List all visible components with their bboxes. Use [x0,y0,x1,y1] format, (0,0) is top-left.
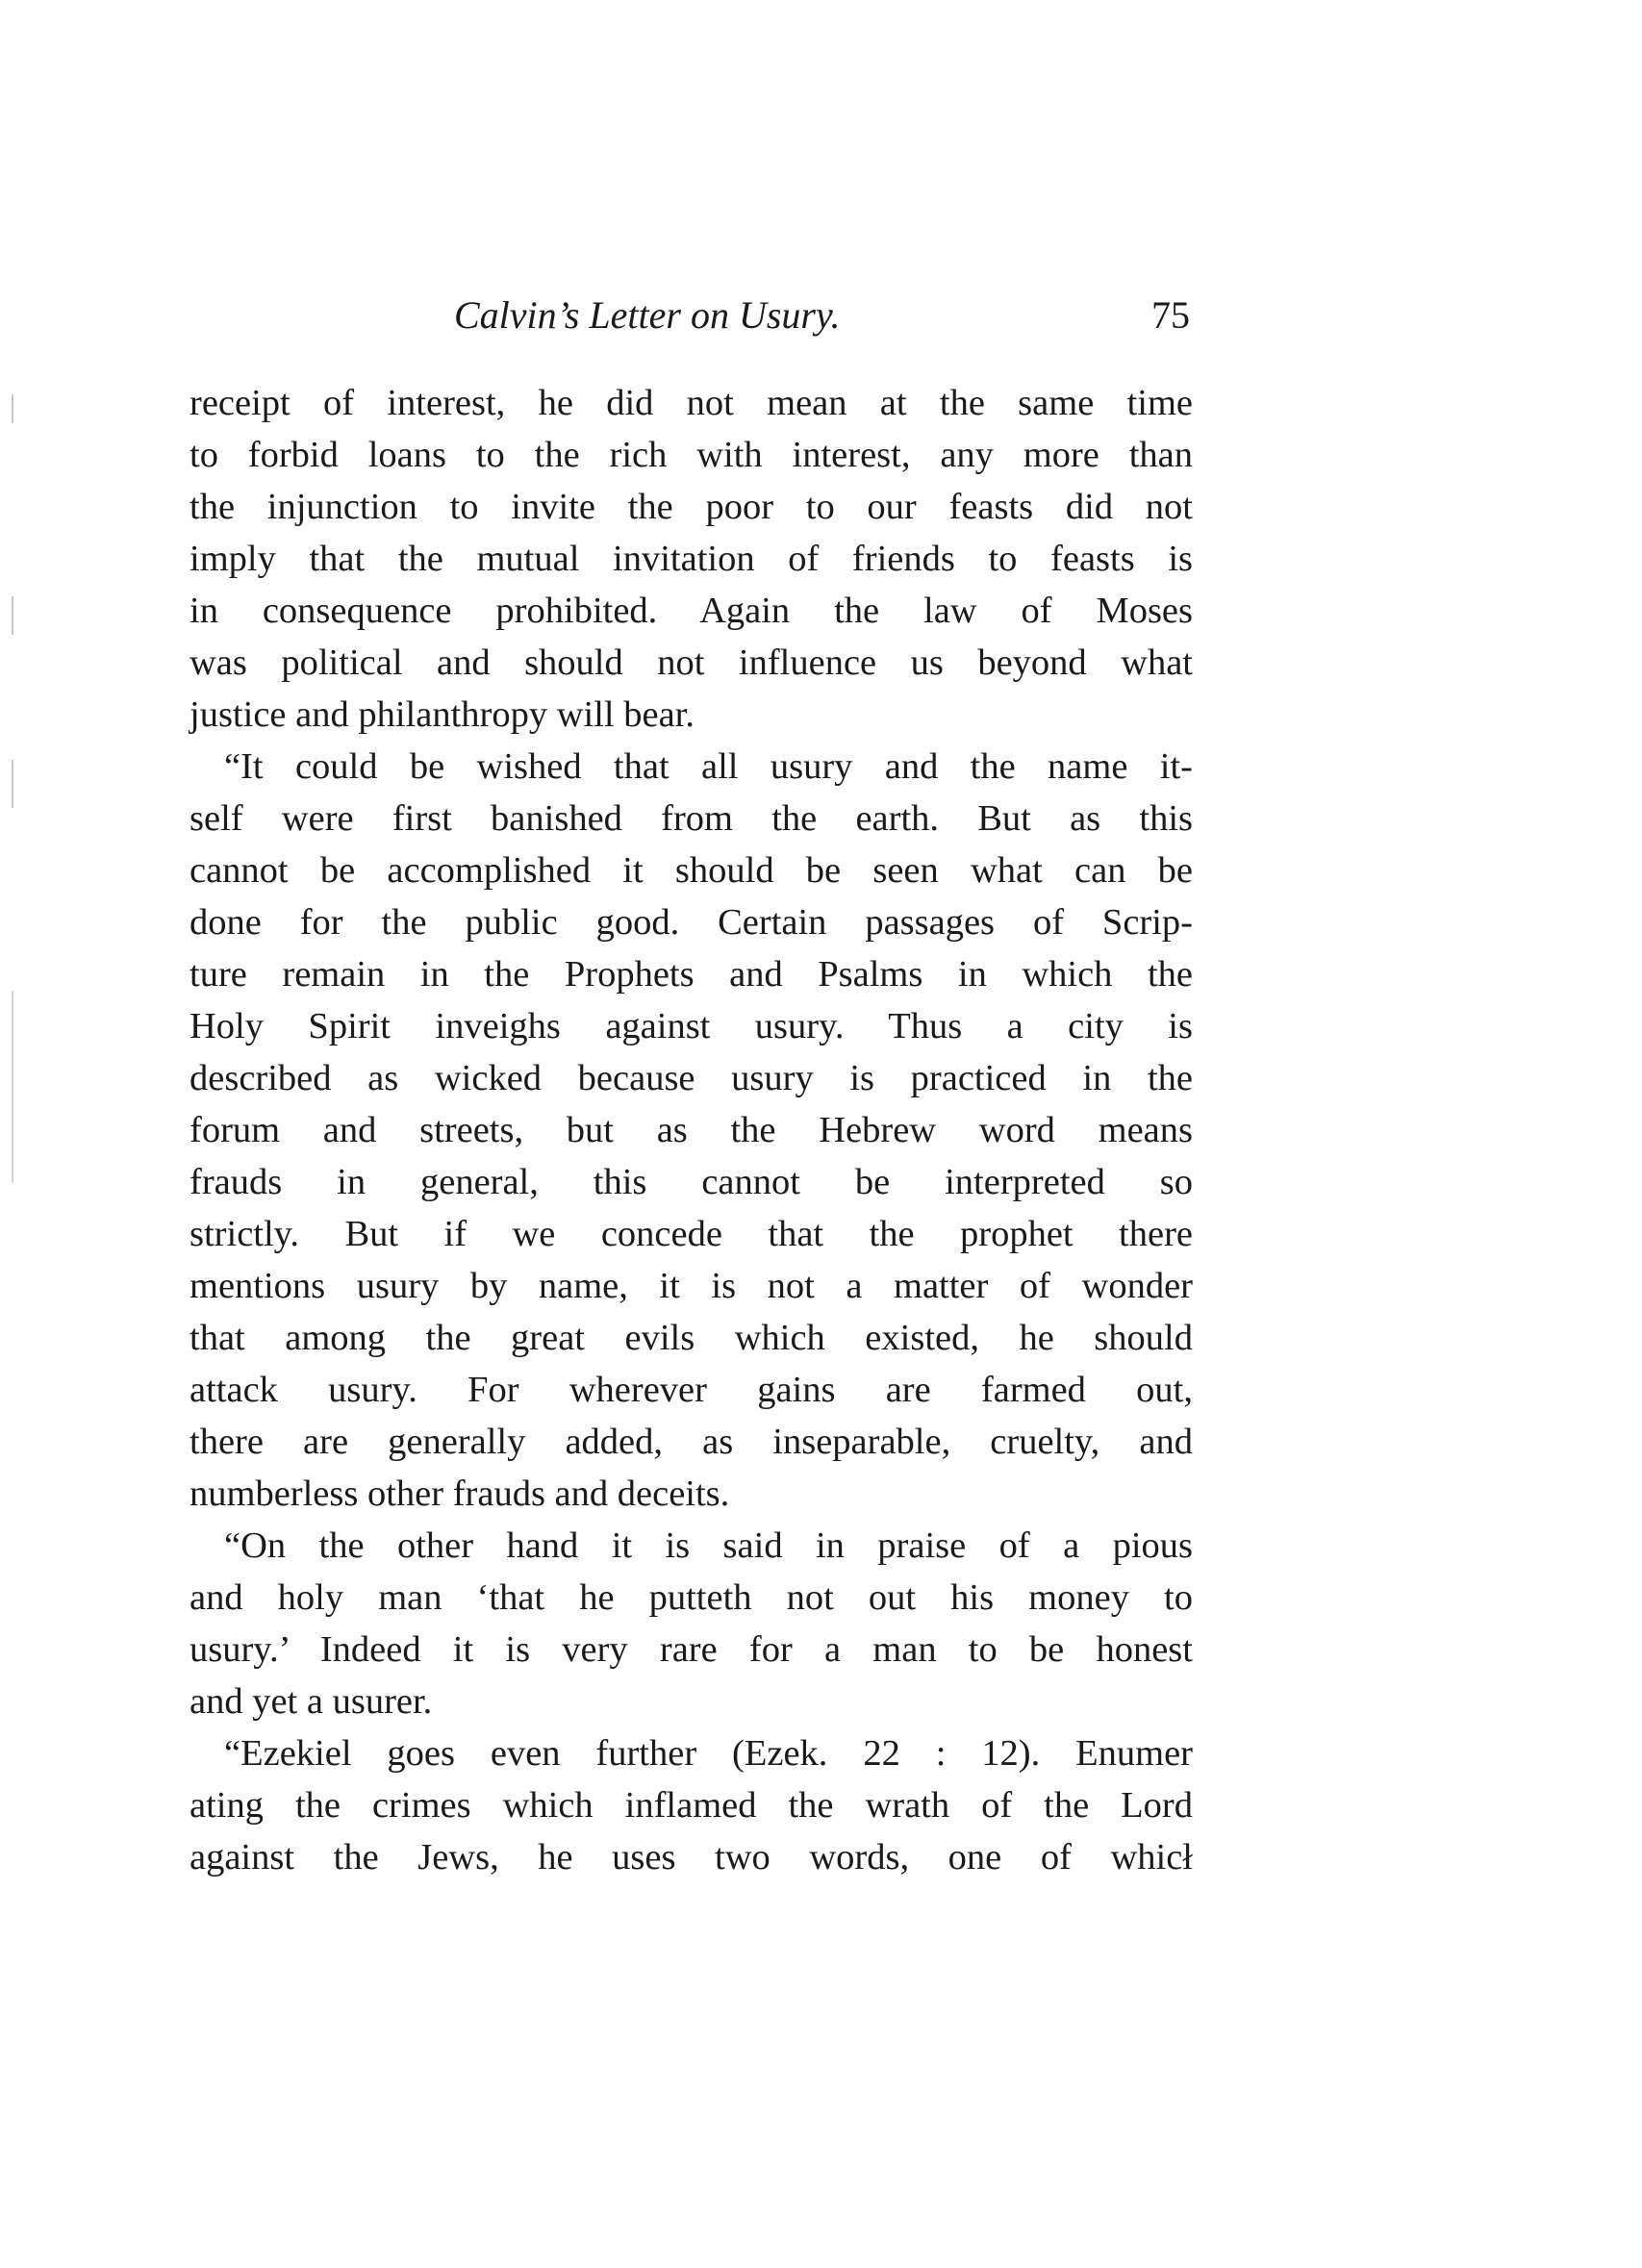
text-line: numberless other frauds and deceits. [189,1474,730,1514]
scan-artifact [12,394,13,423]
text-line: that among the great evils which existed, he should [189,1318,1193,1358]
text-line: in consequence prohibited. Again the law of Moses [189,591,1193,631]
scan-artifact [12,596,13,635]
text-line: forum and streets, but as the Hebrew word means [189,1110,1193,1150]
text-line: and holy man ‘that he putteth not out his money to [189,1577,1193,1618]
text-line: Holy Spirit inveighs against usury. Thus a city is [189,1006,1193,1046]
text-line: cannot be accomplished it should be seen what can be [189,850,1193,891]
text-line: the injunction to invite the poor to our feasts did not [189,487,1193,527]
text-line: usury.’ Indeed it is very rare for a man to be honest [189,1629,1193,1670]
text-line: frauds in general, this cannot be interpreted so [189,1162,1193,1202]
text-line: mentions usury by name, it is not a matter of wonder [189,1266,1193,1306]
text-line: to forbid loans to the rich with interest, any more than [189,435,1193,475]
text-line: “On the other hand it is said in praise of a pious [224,1525,1193,1566]
text-line: imply that the mutual invitation of friends to feasts is [189,539,1193,579]
running-title: Calvin’s Letter on Usury. [454,293,841,337]
page-number: 75 [1151,293,1190,337]
text-line: done for the public good. Certain passages of Scrip- [189,902,1193,943]
scan-artifact [12,760,13,808]
text-line: attack usury. For wherever gains are farmed out, [189,1370,1193,1410]
text-line: was political and should not influence us beyond what [189,643,1193,683]
text-line: and yet a usurer. [189,1681,433,1722]
text-line: self were first banished from the earth. But as this [189,798,1193,839]
text-line: ture remain in the Prophets and Psalms in which the [189,954,1193,995]
body-text [189,377,1193,1883]
text-line: justice and philanthropy will bear. [189,694,695,735]
text-line: strictly. But if we concede that the prophet there [189,1214,1193,1254]
text-line: “It could be wished that all usury and the name it- [224,746,1193,787]
text-line: against the Jews, he uses two words, one of whicł [189,1837,1193,1877]
running-head [189,287,1190,344]
text-line: ating the crimes which inflamed the wrath of the Lord [189,1785,1193,1826]
scan-artifact [12,991,13,1183]
text-line: receipt of interest, he did not mean at the same time [189,383,1193,423]
text-line: “Ezekiel goes even further (Ezek. 22 : 12). Enumer [224,1733,1193,1774]
text-line: described as wicked because usury is practiced in the [189,1058,1193,1098]
text-line: there are generally added, as inseparable, cruelty, and [189,1422,1193,1462]
